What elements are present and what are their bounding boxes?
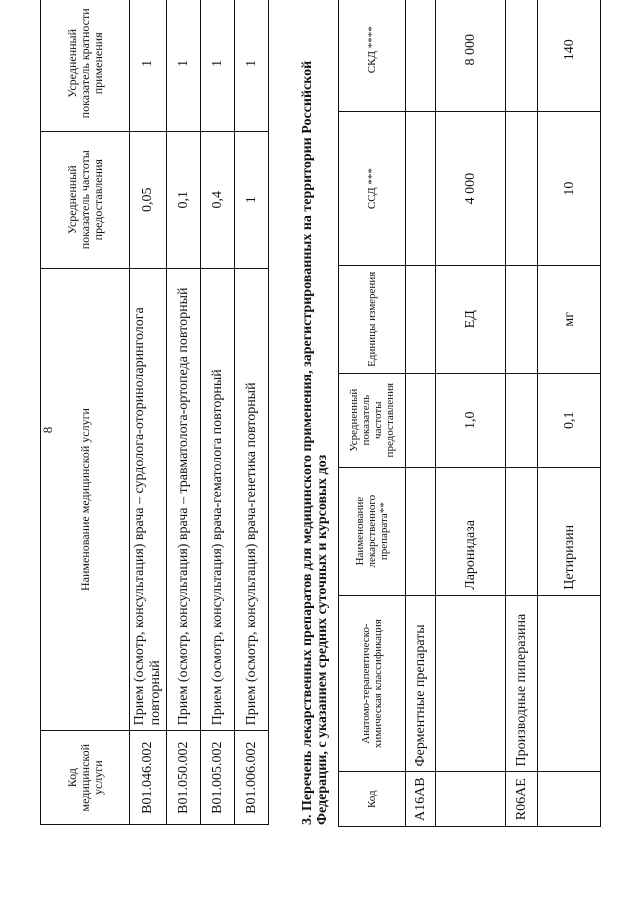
drug-name	[506, 467, 538, 595]
service-code: B01.006.002	[235, 731, 269, 825]
table-row	[406, 0, 436, 827]
services-header-code: Код медицинской услуги	[41, 731, 130, 825]
drug-unit	[506, 265, 538, 373]
drug-atc	[436, 595, 506, 772]
services-header-frequency: Усредненный показатель частоты предоставления	[41, 131, 130, 268]
drugs-header-drug-name: Наименование лекарственного препарата**	[339, 467, 406, 595]
drug-unit	[406, 265, 436, 373]
drug-skd	[406, 0, 436, 112]
service-name: Прием (осмотр, консультация) врача-гематолога повторный	[201, 268, 235, 731]
service-multiplicity: 1	[130, 0, 167, 131]
drug-skd: 8 000	[436, 0, 506, 112]
table-row	[436, 0, 506, 827]
drugs-table	[338, 0, 601, 827]
drug-name	[406, 467, 436, 595]
section-3-title: 3. Перечень лекарственных препаратов для медицинского применения, зарегистрированных на территории Российской Федерации, с указанием средних суточных и курсовых доз	[300, 60, 330, 825]
table-row	[130, 0, 167, 825]
service-name: Прием (осмотр, консультация) врача – травматолога-ортопеда повторный	[167, 268, 201, 731]
drugs-header-unit: Единицы измерения	[339, 265, 406, 373]
service-frequency: 0,4	[201, 131, 235, 268]
drugs-header-atc: Анатомо-терапевтическо-химическая классификация	[339, 595, 406, 772]
drug-sdd: 4 000	[436, 112, 506, 265]
drugs-header-sdd: ССД ***	[339, 112, 406, 265]
service-multiplicity: 1	[167, 0, 201, 131]
drug-frequency	[406, 373, 436, 467]
services-header-name: Наименование медицинской услуги	[41, 268, 130, 731]
service-code: B01.050.002	[167, 731, 201, 825]
services-table	[40, 0, 269, 825]
services-table-header-row	[41, 0, 130, 825]
table-row	[538, 0, 601, 827]
drug-skd: 140	[538, 0, 601, 112]
drug-code	[436, 772, 506, 827]
service-name: Прием (осмотр, консультация) врача – сурдолога-оториноларинголога повторный	[130, 268, 167, 731]
drugs-table-header-row	[339, 0, 406, 827]
drug-frequency: 1,0	[436, 373, 506, 467]
service-name: Прием (осмотр, консультация) врача-генетика повторный	[235, 268, 269, 731]
table-row	[235, 0, 269, 825]
drug-frequency	[506, 373, 538, 467]
drug-code: A16AB	[406, 772, 436, 827]
drugs-header-frequency: Усредненный показатель частоты предоставления	[339, 373, 406, 467]
drug-atc: Производные пиперазина	[506, 595, 538, 772]
drugs-header-skd: СКД ****	[339, 0, 406, 112]
drug-unit: ЕД	[436, 265, 506, 373]
service-code: B01.046.002	[130, 731, 167, 825]
service-code: B01.005.002	[201, 731, 235, 825]
table-row	[201, 0, 235, 825]
drug-unit: мг	[538, 265, 601, 373]
drug-sdd: 10	[538, 112, 601, 265]
drug-code	[538, 772, 601, 827]
drug-sdd	[406, 112, 436, 265]
drug-sdd	[506, 112, 538, 265]
drug-skd	[506, 0, 538, 112]
drug-code: R06AE	[506, 772, 538, 827]
drugs-header-code: Код	[339, 772, 406, 827]
drug-name: Цетиризин	[538, 467, 601, 595]
service-multiplicity: 1	[201, 0, 235, 131]
drug-name: Ларонидаза	[436, 467, 506, 595]
table-row	[167, 0, 201, 825]
service-multiplicity: 1	[235, 0, 269, 131]
service-frequency: 0,05	[130, 131, 167, 268]
drug-frequency: 0,1	[538, 373, 601, 467]
drug-atc: Ферментные препараты	[406, 595, 436, 772]
page-number: 8	[40, 426, 55, 434]
service-frequency: 0,1	[167, 131, 201, 268]
service-frequency: 1	[235, 131, 269, 268]
services-header-multiplicity: Усредненный показатель кратности применения	[41, 0, 130, 131]
drug-atc	[538, 595, 601, 772]
table-row	[506, 0, 538, 827]
